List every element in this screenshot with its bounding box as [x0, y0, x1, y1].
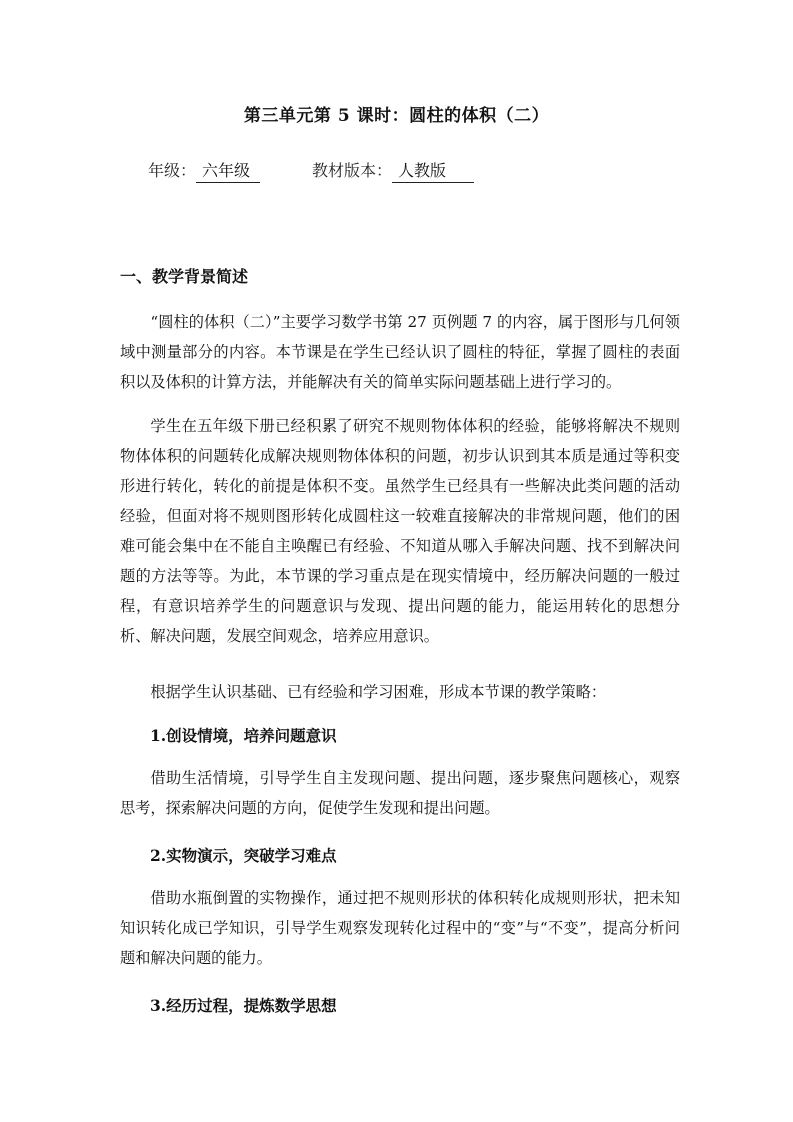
strategy-text-1: 借助生活情境，引导学生自主发现问题、提出问题，逐步聚焦问题核心，观察思考，探索解决问题的方向，促使学生发现和提出问题。 [120, 769, 680, 817]
paragraph-strategy-intro: 根据学生认识基础、已有经验和学习困难，形成本节课的教学策略： [150, 683, 607, 701]
edition-value: 人教版 [392, 160, 474, 183]
paragraph-intro: “圆柱的体积（二）”主要学习数学书第 27 页例题 7 的内容，属于图形与几何领域中测量部分的内容。本节课是在学生已经认识了圆柱的特征，掌握了圆柱的表面积以及体积的计算方法，并能解决有关的简单实际问题基础上进行学习的。 [120, 313, 680, 391]
strategy-text-2: 借助水瓶倒置的实物操作，通过把不规则形状的体积转化成规则形状，把未知知识转化成已学知识，引导学生观察发现转化过程中的“变”与“不变”，提高分析问题和解决问题的能力。 [120, 889, 680, 967]
section-heading: 一、教学背景简述 [120, 267, 249, 286]
grade-label: 年级： [148, 161, 197, 180]
grade-value: 六年级 [196, 160, 260, 183]
strategy-heading-2: 2.实物演示，突破学习难点 [150, 846, 337, 865]
document-title: 第三单元第 5 课时：圆柱的体积（二） [243, 106, 550, 126]
strategy-heading-3: 3.经历过程，提炼数学思想 [150, 996, 337, 1015]
paragraph-background: 学生在五年级下册已经积累了研究不规则物体体积的经验，能够将解决不规则物体体积的问题转化成解决规则物体体积的问题，初步认识到其本质是通过等积变形进行转化，转化的前提是体积不变。虽然学生已经具有一些解决此类问题的活动经验，但面对将不规则图形转化成圆柱这一较难直接解决的非常规问题，他们的困难可能会集中在不能自主唤醒已有经验、不知道从哪入手解决问题、找不到解决问题的方法等等。为此，本节课的学习重点是在现实情境中，经历解决问题的一般过程，有意识培养学生的问题意识与发现、提出问题的能力，能运用转化的思想分析、解决问题，发展空间观念，培养应用意识。 [120, 417, 680, 645]
document-meta [148, 158, 474, 184]
edition-label: 教材版本： [312, 161, 393, 180]
strategy-heading-1: 1.创设情境，培养问题意识 [150, 726, 337, 745]
